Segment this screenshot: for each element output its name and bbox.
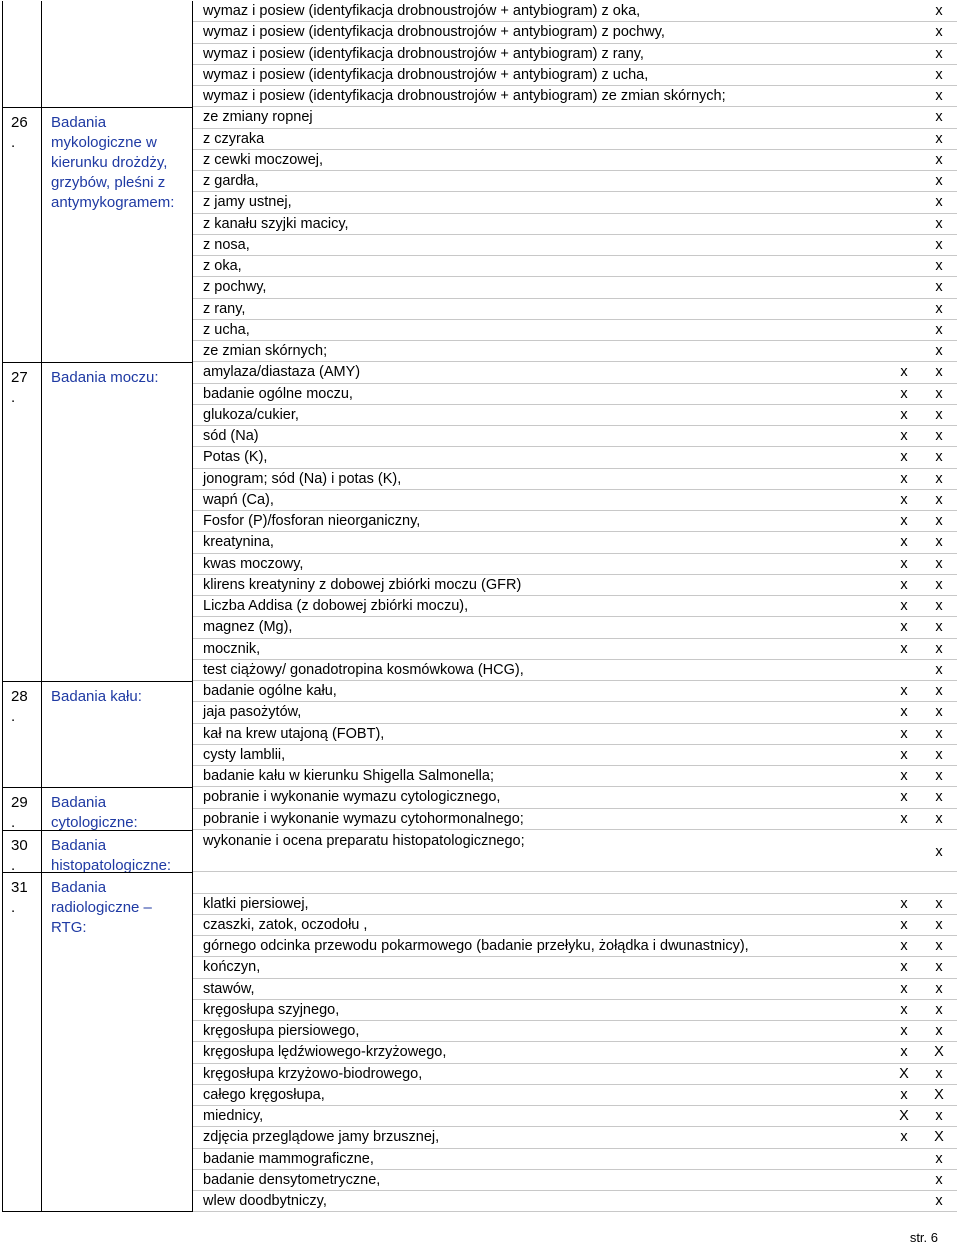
mark-column-2: x <box>935 88 943 104</box>
table-row <box>193 277 957 298</box>
service-label: kał na krew utajoną (FOBT), <box>203 725 385 742</box>
section-number <box>11 368 28 408</box>
service-label: klatki piersiowej, <box>203 895 309 912</box>
mark-column-1: x <box>900 1023 908 1039</box>
service-label: Fosfor (P)/fosforan nieorganiczny, <box>203 513 421 529</box>
service-label: pobranie i wykonanie wymazu cytologicznego, <box>203 789 501 806</box>
mark-column-1: x <box>900 789 908 806</box>
section-divider <box>3 107 192 108</box>
section-number-dot: . <box>11 134 16 152</box>
mark-column-1: x <box>900 364 908 381</box>
table-row <box>193 554 957 575</box>
mark-column-2: x <box>935 1108 943 1124</box>
section-number <box>11 878 28 918</box>
section-divider <box>3 362 192 363</box>
section-number <box>11 793 28 833</box>
table-row <box>193 426 957 447</box>
section-divider <box>3 787 192 788</box>
mark-column-2: x <box>935 746 943 763</box>
service-label: z gardła, <box>203 173 259 189</box>
section-number <box>11 836 28 876</box>
service-label: z nosa, <box>203 236 250 253</box>
mark-column-1: x <box>900 810 908 827</box>
service-label: Liczba Addisa (z dobowej zbiórki moczu), <box>203 598 469 614</box>
mark-column-2: x <box>935 768 943 784</box>
service-label: badanie kału w kierunku Shigella Salmonella; <box>203 768 494 784</box>
mark-column-2: x <box>935 3 943 19</box>
section-number-value: 26 <box>11 114 28 132</box>
service-label: jonogram; sód (Na) i potas (K), <box>203 470 402 487</box>
mark-column-1: x <box>900 598 908 614</box>
mark-column-2: x <box>935 534 943 551</box>
service-label: czaszki, zatok, oczodołu , <box>203 916 368 933</box>
mark-column-2: x <box>935 576 943 593</box>
service-label: glukoza/cukier, <box>203 406 299 423</box>
section-number-dot: . <box>11 899 16 917</box>
section-label: Badania mykologiczne w kierunku drożdży, grzybów, pleśni z antymykogramem: <box>51 114 175 212</box>
mark-column-1: X <box>899 1108 909 1124</box>
table-row <box>193 596 957 617</box>
service-label: kończyn, <box>203 959 261 976</box>
table-row <box>193 787 957 808</box>
mark-column-1: x <box>900 534 908 551</box>
table-row <box>193 1 957 22</box>
table-row <box>193 150 957 171</box>
service-label: całego kręgosłupa, <box>203 1086 325 1103</box>
table-row <box>193 256 957 277</box>
table-row <box>193 766 957 787</box>
mark-column-1: x <box>900 491 908 508</box>
mark-column-1: x <box>900 1044 908 1061</box>
table-row <box>193 65 957 86</box>
table-row <box>193 894 957 915</box>
table-row <box>193 702 957 723</box>
service-label: wymaz i posiew (identyfikacja drobnoustrojów + antybiogram) z oka, <box>203 3 641 19</box>
mark-column-1: x <box>900 683 908 699</box>
service-label: kręgosłupa lędźwiowego-krzyżowego, <box>203 1044 447 1061</box>
service-label: kręgosłupa krzyżowo-biodrowego, <box>203 1065 423 1082</box>
section-items <box>193 107 957 362</box>
table-row <box>193 299 957 320</box>
mark-column-2: X <box>934 1044 944 1061</box>
mark-column-2: x <box>935 980 943 997</box>
service-label: wymaz i posiew (identyfikacja drobnoustrojów + antybiogram) z ucha, <box>203 66 649 83</box>
section-number-value: 27 <box>11 369 28 387</box>
mark-column-1: x <box>900 1086 908 1103</box>
service-label: kreatynina, <box>203 534 274 551</box>
mark-column-1: x <box>900 428 908 444</box>
mark-column-2: x <box>935 1023 943 1039</box>
mark-column-2: x <box>935 725 943 742</box>
mark-column-1: x <box>900 513 908 529</box>
mark-column-2: x <box>935 173 943 189</box>
service-label: z rany, <box>203 300 246 317</box>
mark-column-1: x <box>900 576 908 593</box>
section-number <box>11 113 28 153</box>
service-label: ze zmian skórnych; <box>203 343 328 359</box>
service-label: z cewki moczowej, <box>203 151 324 168</box>
table-row <box>193 86 957 107</box>
table-row <box>193 1085 957 1106</box>
mark-column-1: x <box>900 704 908 721</box>
mark-column-2: x <box>935 385 943 402</box>
mark-column-2: x <box>935 683 943 699</box>
table-row <box>193 979 957 1000</box>
service-label: ze zmiany ropnej <box>203 109 313 126</box>
section-number <box>11 687 28 727</box>
service-label: stawów, <box>203 980 255 997</box>
table-row <box>193 724 957 745</box>
section-number-dot: . <box>11 814 16 832</box>
service-label: z ucha, <box>203 321 250 338</box>
table-row <box>193 107 957 128</box>
table-row <box>193 957 957 978</box>
mark-column-2: x <box>935 236 943 253</box>
mark-column-2: x <box>935 406 943 423</box>
mark-column-2: x <box>935 661 943 678</box>
mark-column-2: x <box>935 449 943 466</box>
table-row <box>193 915 957 936</box>
mark-column-2: x <box>935 810 943 827</box>
service-label: wapń (Ca), <box>203 491 274 508</box>
service-label: wlew doodbytniczy, <box>203 1193 327 1209</box>
service-label: z kanału szyjki macicy, <box>203 215 349 232</box>
table-row <box>193 171 957 192</box>
table-row <box>193 192 957 213</box>
mark-column-2: x <box>935 640 943 657</box>
section-number-value: 30 <box>11 836 28 854</box>
table-row <box>193 532 957 553</box>
section-items <box>193 1 957 107</box>
service-label: wymaz i posiew (identyfikacja drobnoustrojów + antybiogram) z rany, <box>203 45 644 62</box>
mark-column-2: x <box>935 364 943 381</box>
service-label: badanie ogólne kału, <box>203 683 337 699</box>
service-label: klirens kreatyniny z dobowej zbiórki moczu (GFR) <box>203 576 522 593</box>
service-label: jaja pasożytów, <box>203 704 302 721</box>
mark-column-2: x <box>935 1001 943 1018</box>
mark-column-1: x <box>900 385 908 402</box>
section-divider <box>3 830 192 831</box>
mark-column-2: x <box>935 555 943 572</box>
mark-column-1: x <box>900 1001 908 1018</box>
table-row <box>193 660 957 681</box>
mark-column-1: x <box>900 895 908 912</box>
section-label: Badania moczu: <box>51 369 159 387</box>
table-row <box>193 575 957 596</box>
service-label: mocznik, <box>203 640 261 657</box>
table-row <box>193 469 957 490</box>
mark-column-1: x <box>900 1129 908 1146</box>
mark-column-2: x <box>935 428 943 444</box>
services-table <box>2 1 957 1212</box>
table-row <box>193 1127 957 1148</box>
service-label: z oka, <box>203 258 242 274</box>
page-number: str. 6 <box>909 1230 938 1245</box>
mark-column-2: X <box>934 1129 944 1146</box>
mark-column-2: x <box>935 194 943 211</box>
mark-column-2: x <box>935 1065 943 1082</box>
service-label: Potas (K), <box>203 449 268 466</box>
table-row <box>193 447 957 468</box>
mark-column-2: x <box>935 24 943 41</box>
mark-column-2: x <box>935 130 943 147</box>
mark-column-2: x <box>935 279 943 296</box>
mark-column-1: x <box>900 470 908 487</box>
table-row <box>193 362 957 383</box>
table-row <box>193 681 957 702</box>
mark-column-2: x <box>935 491 943 508</box>
section-number-value: 31 <box>11 879 28 897</box>
section-number-value: 28 <box>11 688 28 705</box>
mark-column-1: x <box>900 619 908 636</box>
mark-column-1: x <box>900 406 908 423</box>
mark-column-2: x <box>935 300 943 317</box>
section-number-value: 29 <box>11 794 28 812</box>
table-row <box>193 214 957 235</box>
mark-column-2: x <box>935 258 943 274</box>
mark-column-2: x <box>935 1171 943 1188</box>
table-row <box>193 1106 957 1127</box>
section-label: Badania kału: <box>51 688 142 705</box>
service-label: pobranie i wykonanie wymazu cytohormonalnego; <box>203 810 524 827</box>
mark-column-2: x <box>935 66 943 83</box>
table-row <box>193 936 957 957</box>
table-row <box>193 639 957 660</box>
table-row <box>193 809 957 830</box>
service-label: badanie ogólne moczu, <box>203 385 353 402</box>
mark-column-1: x <box>900 449 908 466</box>
table-row <box>193 830 957 873</box>
mark-column-2: x <box>935 321 943 338</box>
service-label: badanie densytometryczne, <box>203 1171 381 1188</box>
mark-column-1: x <box>900 640 908 657</box>
table-row <box>193 872 957 893</box>
section-divider <box>3 872 192 873</box>
section-items <box>193 787 957 830</box>
mark-column-2: x <box>935 916 943 933</box>
mark-column-2: x <box>935 109 943 126</box>
mark-column-1: x <box>900 916 908 933</box>
mark-column-2: x <box>935 45 943 62</box>
section-number-dot: . <box>11 856 16 874</box>
service-label: wykonanie i ocena preparatu histopatologicznego; <box>203 832 525 849</box>
service-label: z jamy ustnej, <box>203 194 292 211</box>
table-row <box>193 511 957 532</box>
mark-column-2: x <box>935 343 943 359</box>
section-items <box>193 362 957 681</box>
section-label: Badania radiologiczne – RTG: <box>51 879 152 937</box>
mark-column-2: x <box>935 215 943 232</box>
mark-column-2: x <box>935 704 943 721</box>
mark-column-1: x <box>900 746 908 763</box>
service-label: zdjęcia przeglądowe jamy brzusznej, <box>203 1129 440 1146</box>
table-row <box>193 617 957 638</box>
table-row <box>193 1191 957 1212</box>
mark-column-2: x <box>935 895 943 912</box>
section-items <box>193 830 957 873</box>
table-row <box>193 320 957 341</box>
service-label: kręgosłupa piersiowego, <box>203 1023 360 1039</box>
table-row <box>193 129 957 150</box>
mark-column-2: x <box>935 151 943 168</box>
section-items <box>193 681 957 787</box>
mark-column-1: x <box>900 555 908 572</box>
service-label: z czyraka <box>203 130 265 147</box>
mark-column-1: x <box>900 938 908 954</box>
mark-column-1: x <box>900 959 908 976</box>
table-row <box>193 1170 957 1191</box>
mark-column-2: x <box>935 1193 943 1209</box>
table-row <box>193 1000 957 1021</box>
section-number-dot: . <box>11 708 16 725</box>
table-row <box>193 1042 957 1063</box>
service-label: test ciążowy/ gonadotropina kosmówkowa (HCG), <box>203 661 524 678</box>
table-row <box>193 22 957 43</box>
mark-column-2: X <box>934 1086 944 1103</box>
service-label: sód (Na) <box>203 428 259 444</box>
table-row <box>193 44 957 65</box>
table-row <box>193 745 957 766</box>
table-row <box>193 341 957 362</box>
table-row <box>193 235 957 256</box>
table-row <box>193 1149 957 1170</box>
service-label: wymaz i posiew (identyfikacja drobnoustrojów + antybiogram) z pochwy, <box>203 24 665 41</box>
service-label: wymaz i posiew (identyfikacja drobnoustrojów + antybiogram) ze zmian skórnych; <box>203 88 726 104</box>
mark-column-2: x <box>935 619 943 636</box>
table-row <box>193 490 957 511</box>
table-row <box>193 1021 957 1042</box>
service-label: z pochwy, <box>203 279 267 296</box>
section-divider <box>3 681 192 682</box>
table-row <box>193 405 957 426</box>
service-label: kręgosłupa szyjnego, <box>203 1001 340 1018</box>
service-label: górnego odcinka przewodu pokarmowego (badanie przełyku, żołądka i dwunastnicy), <box>203 938 749 954</box>
mark-column-2: x <box>935 470 943 487</box>
mark-column-2: x <box>935 1150 943 1167</box>
mark-column-2: x <box>935 598 943 614</box>
section-number-dot: . <box>11 389 16 407</box>
mark-column-2: x <box>935 938 943 954</box>
section-label: Badania histopatologiczne: <box>51 836 172 874</box>
mark-column-2: x <box>935 959 943 976</box>
mark-column-1: x <box>900 768 908 784</box>
service-label: miednicy, <box>203 1108 264 1124</box>
column-divider <box>41 1 42 1211</box>
section-label: Badania cytologiczne: <box>51 794 138 832</box>
table-row <box>193 1064 957 1085</box>
mark-column-2: x <box>935 843 943 860</box>
section-items <box>193 872 957 1212</box>
service-label: cysty lamblii, <box>203 746 286 763</box>
service-label: amylaza/diastaza (AMY) <box>203 364 361 381</box>
mark-column-1: x <box>900 980 908 997</box>
mark-column-2: x <box>935 789 943 806</box>
mark-column-1: X <box>899 1065 909 1082</box>
service-label: badanie mammograficzne, <box>203 1150 374 1167</box>
mark-column-1: x <box>900 725 908 742</box>
service-label: magnez (Mg), <box>203 619 293 636</box>
mark-column-2: x <box>935 513 943 529</box>
service-label: kwas moczowy, <box>203 555 304 572</box>
table-row <box>193 384 957 405</box>
